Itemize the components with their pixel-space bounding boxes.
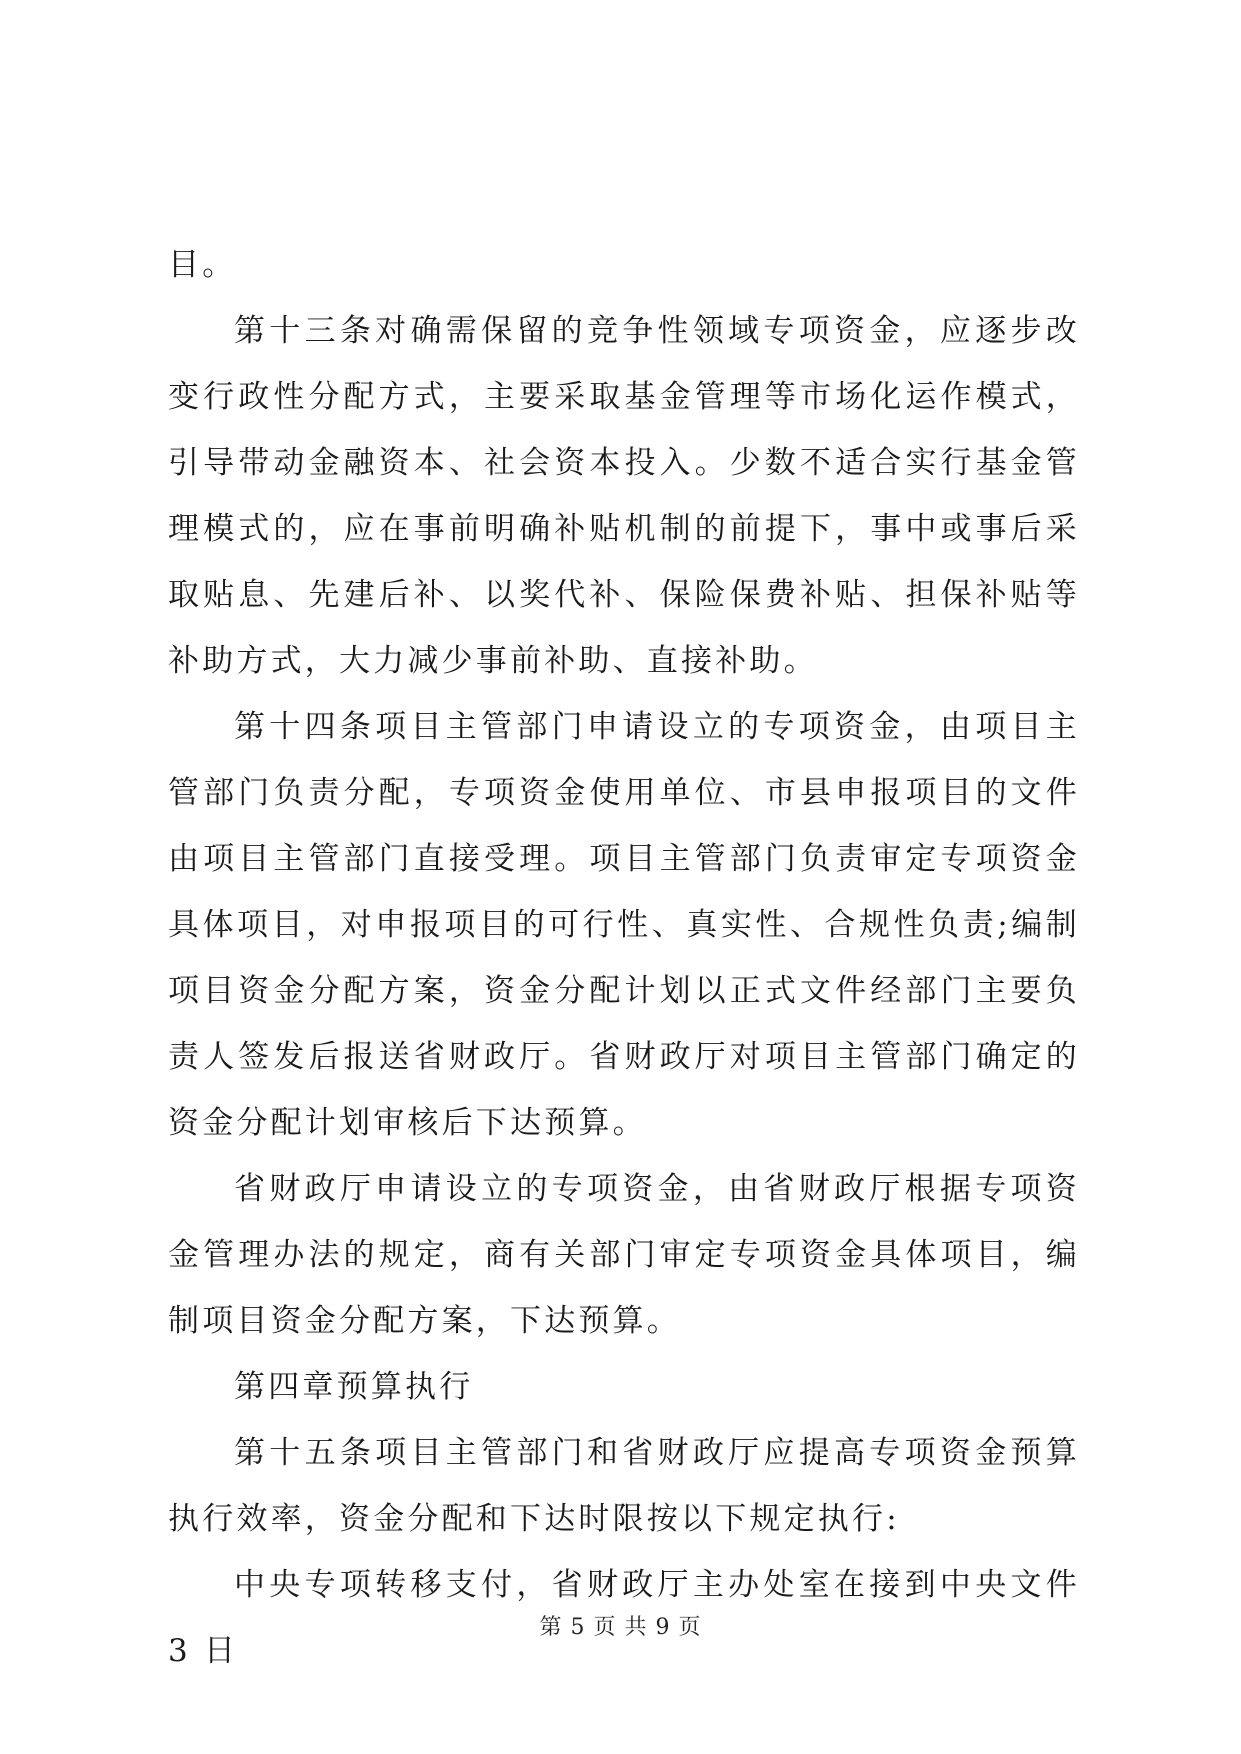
paragraph-article-15: 第十五条项目主管部门和省财政厅应提高专项资金预算执行效率，资金分配和下达时限按以下规定执行:: [168, 1435, 1080, 1537]
paragraph-finance-dept: 省财政厅申请设立的专项资金，由省财政厅根据专项资金管理办法的规定，商有关部门审定专项资金具体项目，编制项目资金分配方案，下达预算。: [168, 1171, 1080, 1339]
paragraph-1: 目。: [168, 247, 237, 283]
paragraph-article-14: 第十四条项目主管部门申请设立的专项资金，由项目主管部门负责分配，专项资金使用单位、市县申报项目的文件由项目主管部门直接受理。项目主管部门负责审定专项资金具体项目，对申报项目的可行性、真实性、合规性负责;编制项目资金分配方案，资金分配计划以正式文件经部门主要负责人签发后报送省财政厅。省财政厅对项目主管部门确定的资金分配计划审核后下达预算。: [168, 709, 1080, 1141]
paragraph-article-13: 第十三条对确需保留的竞争性领域专项资金，应逐步改变行政性分配方式，主要采取基金管理等市场化运作模式，引导带动金融资本、社会资本投入。少数不适合实行基金管理模式的，应在事前明确补贴机制的前提下，事中或事后采取贴息、先建后补、以奖代补、保险保费补贴、担保补贴等补助方式，大力减少事前补助、直接补助。: [168, 313, 1080, 679]
chapter-heading: 第四章预算执行: [234, 1369, 474, 1405]
paragraph-central-transfer: 中央专项转移支付，省财政厅主办处室在接到中央文件 3 日: [168, 1567, 1080, 1669]
document-body: [168, 232, 1080, 1684]
page-number-footer: 第 5 页 共 9 页: [539, 1615, 702, 1640]
